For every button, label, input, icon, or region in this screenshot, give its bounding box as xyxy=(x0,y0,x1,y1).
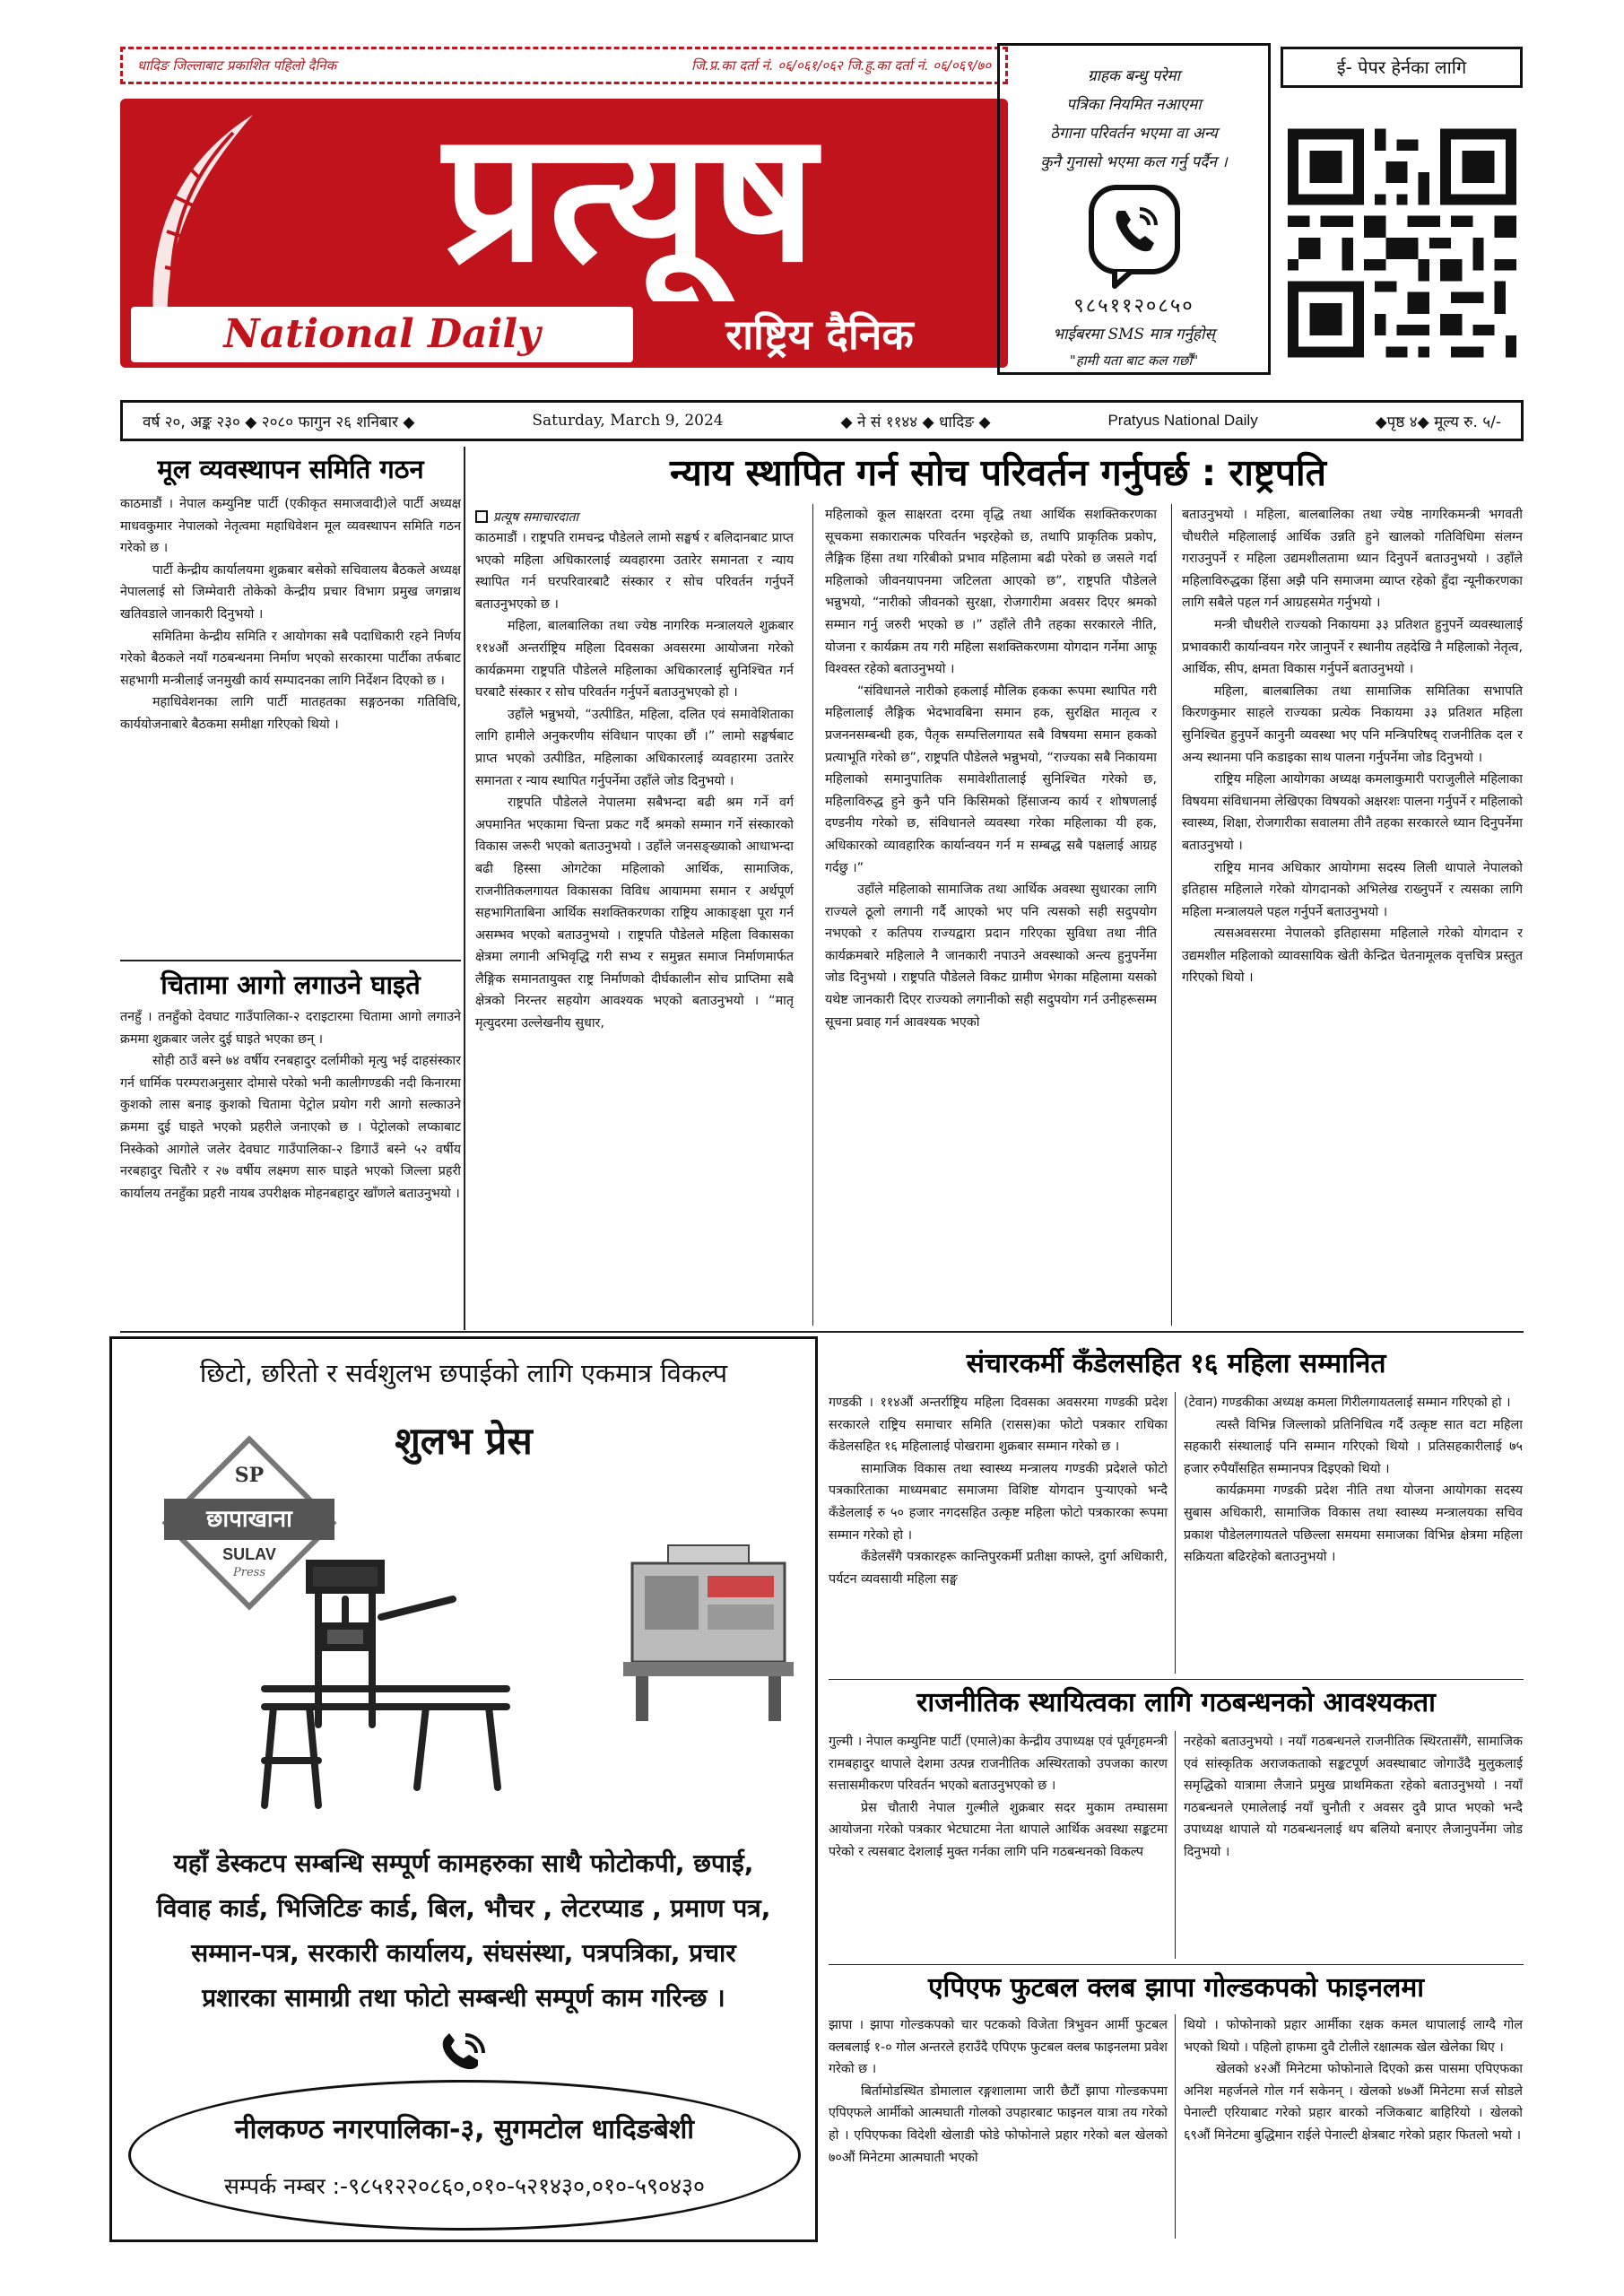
paragraph: कार्यक्रममा गण्डकी प्रदेश नीति तथा योजना आयोगका सदस्य सुबास अधिकारी, सामाजिक विकास तथा स्वास्थ्य मन्त्रालयका सचिव प्रकाश पौडेललगायतले पछिल्ला समयमा समाजका विभिन्न क्षेत्रमा महिला सक्रियता बढिरहेको बताउनुभयो । xyxy=(1184,1483,1523,1565)
paragraph: राष्ट्रिय मानव अधिकार आयोगमा सदस्य लिली थापाले नेपालको इतिहास महिलाले गरेको योगदानको अभिलेख राख्नुपर्ने र त्यसका लागि महिला मन्त्रालयले पहल गर्नुपर्ने बताउनुभयो । xyxy=(1182,860,1523,919)
paragraph: उहाँले महिलाको सामाजिक तथा आर्थिक अवस्था सुधारका लागि राज्यले ठूलो लगानी गर्दै आएको भए पनि त्यसको सही सदुपयोग नभएको र कतिपय राज्यद्वारा प्रदान गरिएका सुविधा तथा नीति कार्यक्रमबारे महिलाले नै जानकारी नपाउने अवस्थाको अन्त्य हुनुपर्नेमा जोड दिनुभयो । राष्ट्रपति पौडेलले विकट ग्रामीण भेगका महिलामा यसको यथेष्ट जानकारी दिएर राज्यको लगानीको सही सदुपयोग गर्न उनीहरूसम्म सूचना प्रवाह गर्न आवश्यक भएको xyxy=(825,883,1157,1030)
lead-column-1 xyxy=(475,527,794,1326)
viber-number: ९८५११२०८५० xyxy=(1073,295,1194,317)
article-football-col-2 xyxy=(1184,2014,1523,2239)
advert-address-oval xyxy=(128,2080,801,2231)
article-journalist-col-2 xyxy=(1184,1392,1523,1674)
notice-line: ठेगाना परिवर्तन भएमा वा अन्य xyxy=(1050,125,1218,143)
section-rule xyxy=(829,1679,1524,1680)
lead-headline[interactable]: न्याय स्थापित गर्न सोच परिवर्तन गर्नुपर्छ : राष्ट्रपति xyxy=(669,451,1327,494)
service-line: विवाह कार्ड, भिजिटिङ कार्ड, बिल, भौचर , लेटरप्याड , प्रमाण पत्र, xyxy=(156,1893,771,1923)
logo-nepali: राष्ट्रिय दैनिक xyxy=(725,310,914,359)
viber-note: भाईबरमा SMS मात्र गर्नुहोस् xyxy=(1053,326,1215,344)
paragraph: मन्त्री चौधरीले राज्यको निकायमा ३३ प्रतिशत हुनुपर्ने व्यवस्थालाई प्रभावकारी कार्यान्वयन गरेर जानुपर्ने र स्थानीय तहदेखि नै महिलाको नेतृत्व, आर्थिक, सीप, क्षमता विकास गर्नुपर्ने बताउनुभयो । xyxy=(1182,617,1523,677)
column-rule xyxy=(812,504,813,1326)
lead-column-2 xyxy=(825,504,1157,1326)
paragraph: पार्टी केन्द्रीय कार्यालयमा शुक्रबार बसेको सचिवालय बैठकले अध्यक्ष नेपाललाई सो जिम्मेवारी तोकेको केन्द्रीय प्रचार विभाग प्रमुख जगन्नाथ खतिवडाले जानकारी दिनुभयो । xyxy=(120,562,461,622)
paragraph: महाधिवेशनका लागि पार्टी मातहतका सङ्गठनका गतिविधि, कार्ययोजनाबारे बैठकमा समीक्षा गरिएको थियो । xyxy=(120,695,461,732)
date-bar xyxy=(120,400,1524,441)
paragraph: नरहेको बताउनुभयो । नयाँ गठबन्धनले राजनीतिक स्थिरतासँगै, सामाजिक एवं सांस्कृतिक अराजकताको सङ्कटपूर्ण अवस्थाबाट जोगाउँदै मुलुकलाई समृद्धिको यात्रामा लैजाने प्रमुख प्राथमिकता रहेको बताउनुभयो । नयाँ गठबन्धनले एमालेलाई नयाँ चुनौती र अवसर दुवै प्राप्त भएको भन्दै उपाध्यक्ष थापाले यो गठबन्धनलाई थप बलियो बनाएर लैजानुपर्नेमा जोड दिनुभयो । xyxy=(1184,1735,1523,1859)
lead-byline-row xyxy=(475,508,794,527)
section-rule xyxy=(829,1964,1524,1965)
lead-byline: प्रत्यूष समाचारदाता xyxy=(493,510,579,525)
article-football-col-1 xyxy=(829,2014,1168,2239)
paragraph: झापा । झापा गोल्डकपको चार पटकको विजेता त्रिभुवन आर्मी फुटबल क्लबलाई १-० गोल अन्तरले हराउँदै एपिएफ फुटबल क्लब फाइनलमा प्रवेश गरेको छ । xyxy=(829,2018,1168,2077)
qr-code-icon[interactable] xyxy=(1288,117,1516,370)
column-rule xyxy=(1175,1731,1176,1959)
headline-pyre-fire[interactable]: चितामा आगो लगाउने घाइते xyxy=(161,970,421,1000)
paragraph: समितिमा केन्द्रीय समिति र आयोगका सबै पदाधिकारी रहने निर्णय गरेको बैठकले नयाँ गठबन्धनमा निर्माण भएको सरकारमा पार्टीका तर्फबाट सहभागी मन्त्रीलाई जनमुखी कार्य सम्पादनका लागि निर्देशन दिएको छ । xyxy=(120,629,461,688)
headline-management-committee[interactable]: मूल व्यवस्थापन समिति गठन xyxy=(157,454,424,484)
paragraph: सामाजिक विकास तथा स्वास्थ्य मन्त्रालय गण्डकी प्रदेशले फोटो पत्रकारिताका माध्यमबाट समाजमा विशिष्ट योगदान पुऱ्याएको भन्दै कँडेललाई रु ५० हजार नगदसहित उत्कृष्ट महिला फोटो पत्रकारका रूपमा सम्मान गरेको हो । xyxy=(829,1461,1168,1543)
paragraph: थियो । फोफोनाको प्रहार आर्मीका रक्षक कमल थापालाई लाग्दै गोल भएको थियो । पहिलो हाफमा दुवै टोलीले रक्षात्मक खेल खेलेका थिए । xyxy=(1184,2018,1523,2055)
phone-icon xyxy=(437,2031,489,2073)
headline-football-final[interactable]: एपिएफ फुटबल क्लब झापा गोल्डकपको फाइनलमा xyxy=(927,1972,1425,2004)
paragraph: खेलको ४२औं मिनेटमा फोफोनाले दिएको क्रस पासमा एपिएफका अनिश महर्जनले गोल गर्न सकेनन् । खेलको ४७औं मिनेटमा सर्ज सोडले पेनाल्टी एरियाबाट गरेको प्रहार बारको नजिकबाट बाहिरियो । खेलको ६९औं मिनेटमा बुद्धिमान राईले पेनाल्टी क्षेत्रबाट गरेको प्रहार फितलो भयो । xyxy=(1184,2062,1523,2143)
paragraph: उहाँले भन्नुभयो, “उत्पीडित, महिला, दलित एवं समावेशिताका लागि हामीले अनुकरणीय संविधान पाएका छौं ।” लामो सङ्घर्षबाट प्राप्त भएको उत्पीडित, महिलाका अधिकारलाई व्यवहारमा उतारेर समानता र न्याय स्थापित गर्नुपर्नेमा उहाँले जोड दिनुभयो । xyxy=(475,707,794,788)
notice-line: पत्रिका नियमित नआएमा xyxy=(1066,96,1202,114)
lead-column-3 xyxy=(1182,504,1523,1326)
paragraph: गुल्मी । नेपाल कम्युनिष्ट पार्टी (एमाले)का केन्द्रीय उपाध्यक्ष एवं पूर्वगृहमन्त्री रामबहादुर थापाले देशमा उत्पन्न राजनीतिक अस्थिरताको उपजका कारण सत्तासमीकरण परिवर्तन भएको बताउनुभएको छ । xyxy=(829,1735,1168,1794)
paragraph: महिलाको कूल साक्षरता दरमा वृद्धि तथा आर्थिक सशक्तिकरणका सूचकमा सकारात्मक परिवर्तन भइरहेको छ, तथापि प्राकृतिक प्रकोप, लैङ्गिक हिंसा तथा गरिबीको प्रभाव महिलामा बढी परेको छ जसले गर्दा महिलाको जीवनयापनमा जटिलता आएको छ”, राष्ट्रपति पौडेलले भन्नुभयो, “नारीको जीवनको सुरक्षा, रोजगारीमा अवसर दिएर श्रमको सम्मान गर्नु जरुरी भएको छ ।” उहाँले तीनै तहका सरकारले नीति, योजना र कार्यक्रम तय गरी महिला सशक्तिकरणमा योगदान गर्नेमा आफू विश्वस्त रहेको बताउनुभयो । xyxy=(825,508,1157,677)
service-line: प्रशारका सामाग्री तथा फोटो सम्बन्धी सम्पूर्ण काम गरिन्छ । xyxy=(202,1983,725,2013)
epaper-label: ई- पेपर हेर्नका लागि xyxy=(1281,47,1523,88)
service-line: सम्मान-पत्र, सरकारी कार्यालय, संघसंस्था, पत्रपत्रिका, प्रचार xyxy=(191,1938,736,1968)
logo-sp: SP xyxy=(234,1464,265,1487)
paragraph: (टेवान) गण्डकीका अध्यक्ष कमला गिरीलगायतलाई सम्मान गरिएको हो । xyxy=(1184,1396,1511,1410)
article-management-committee xyxy=(120,493,461,956)
paragraph: काठमाडौं । राष्ट्रपति रामचन्द्र पौडेलले लामो सङ्घर्ष र बलिदानबाट प्राप्त भएको महिला अधिकारलाई व्यवहारमा उतारेर समानता र न्याय स्थापित गर्न घरपरिवारबाटै संस्कार र सोच परिवर्तन गर्नुपर्ने बताउनुभएको छ । xyxy=(475,531,794,612)
hand-press-icon xyxy=(247,1545,516,1814)
column-rule xyxy=(1171,504,1172,1326)
column-rule xyxy=(1175,2014,1176,2239)
article-journalist-col-1 xyxy=(829,1392,1168,1674)
notice-line: ग्राहक बन्धु परेमा xyxy=(1088,67,1180,85)
advert-shop-name: शुलभ प्रेस xyxy=(395,1419,533,1463)
logo-title: प्रत्यूष xyxy=(443,95,820,301)
advert-headline: छिटो, छरितो र सर्वशुलभ छपाईको लागि एकमात्र विकल्प xyxy=(199,1358,728,1388)
page-price: ◆पृष्ठ ४◆ मूल्य रु. ५/- xyxy=(1375,413,1501,431)
paragraph: त्यस्तै विभिन्न जिल्लाको प्रतिनिधित्व गर्दै उत्कृष्ट सात वटा महिला सहकारी संस्थालाई पनि सम्मान गरिएको थियो । प्रतिसहकारीलाई ७५ हजार रुपैयाँसहित सम्मानपत्र दिइएको थियो । xyxy=(1184,1417,1523,1476)
english-date: Saturday, March 9, 2024 xyxy=(532,412,724,430)
paragraph: बिर्तामोडस्थित डोमालाल रङ्गशालामा जारी छैटौं झापा गोल्डकपमा एपिएफले आर्मीको आत्मघाती गोलको उपहारबाट फाइनल यात्रा तय गरेको हो । एपिएफका विदेशी खेलाडी फोडे फोफोनाले प्रहार गरेको बल खेलको ७०औं मिनेटमा आत्मघाती भएको xyxy=(829,2083,1168,2165)
nepal-sambat: ◆ ने सं ११४४ ◆ धादिङ ◆ xyxy=(840,413,991,431)
article-politics-col-1 xyxy=(829,1731,1168,1959)
logo-press: Press xyxy=(233,1566,265,1579)
headline-political-stability[interactable]: राजनीतिक स्थायित्वका लागि गठबन्धनको आवश्यकता xyxy=(916,1687,1436,1718)
advert-address: नीलकण्ठ नगरपालिका-३, सुगमटोल धादिङबेशी xyxy=(234,2114,695,2145)
tagline-first-daily: धादिङ जिल्लाबाट प्रकाशित पहिलो दैनिक xyxy=(137,57,337,74)
logo-english: National Daily xyxy=(223,311,541,357)
section-rule xyxy=(120,1331,1524,1333)
notice-line: कुनै गुनासो भएमा कल गर्नु पर्दैन । xyxy=(1040,153,1228,171)
paragraph: प्रेस चौतारी नेपाल गुल्मीले शुक्रबार सदर मुकाम तम्घासमा आयोजना गरेको पत्रकार भेटघाटमा नेता थापाले आर्थिक अवस्था सङ्कटमा परेको र त्यसबाट देशलाई मुक्त गर्नका लागि पनि गठबन्धनको विकल्प xyxy=(829,1800,1168,1859)
paragraph: तनहुँ । तनहुँको देवघाट गाउँपालिका-२ दराइटारमा चितामा आगो लगाउने क्रममा शुक्रबार जलेर दुई घाइते भएका छन् । xyxy=(120,1010,461,1047)
paragraph: सोही ठाउँ बस्ने ७४ वर्षीय रनबहादुर दर्लामीको मृत्यु भई दाहसंस्कार गर्न धार्मिक परम्पराअनुसार दोमासे परेको भनी कालीगण्डकी नदी किनारमा कुशको लास बनाइ कुशको चितामा पेट्रोल प्रयोग गरी आगो सल्काउने क्रममा दुई घाइते भएको प्रहरीले जनाएको छ । पेट्रोलको लप्काबाट निस्केको आगोले जलेर देवघाट गाउँपालिका-२ डिगाउँ बस्ने ५२ वर्षीय नरबहादुर चितौरे र २७ वर्षीय लक्ष्मण सारु घाइते भएको जिल्ला प्रहरी कार्यालय तनहुँका प्रहरी नायब उपरीक्षक मोहनबहादुर खाँणले बताउनुभयो । xyxy=(120,1054,461,1201)
article-pyre-fire xyxy=(120,1006,461,1326)
subscriber-notice-box xyxy=(997,43,1271,375)
paragraph: काठमाडौं । नेपाल कम्युनिष्ट पार्टी (एकीकृत समाजवादी)ले पार्टी अध्यक्ष माधवकुमार नेपालको नेतृत्वमा महाधिवेशन मूल व्यवस्थापन समिति गठन गरेको छ । xyxy=(120,497,461,556)
advert-services xyxy=(112,1841,815,2021)
viber-phone-icon xyxy=(1088,184,1181,290)
article-politics-col-2 xyxy=(1184,1731,1523,1959)
tagline-registration: जि.प्र.का दर्ता नं. ०६/०६१/०६२ जि.हु.का दर्ता नं. ०६/०६९/७० xyxy=(691,57,991,74)
paragraph: राष्ट्रपति पौडेलले नेपालमा सबैभन्दा बढी श्रम गर्ने वर्ग अपमानित भएकामा चिन्ता प्रकट गर्दै श्रमको सम्मान गर्ने संस्कारको विकास जरूरी भएको बताउनुभयो । उहाँले जनसङ्ख्याको आधाभन्दा बढी हिस्सा ओगटेका महिलाको आर्थिक, सामाजिक, राजनीतिकलगायत विकासका विविध आयाममा समान र अर्थपूर्ण सहभागिताबिना आर्थिक सशक्तिकरणका राष्ट्रिय आकाङ्क्षा पूरा गर्न असम्भव भएको बताउनुभयो । राष्ट्रपति पौडेलले महिला विकासका क्षेत्रमा लगानी अभिवृद्धि गरी सभ्य र समुन्नत समाज निर्माणमार्फत लैङ्गिक समानतायुक्त राष्ट्र निर्माणको दीर्घकालीन सोच प्राप्तिमा सबै क्षेत्रको निरन्तर सहयोग आवश्यक भएको बताउनुभयो । “मातृ मृत्युदरमा उल्लेखनीय सुधार, xyxy=(475,796,794,1031)
paragraph: महिला, बालबालिका तथा सामाजिक समितिका सभापति किरणकुमार साहले राज्यका प्रत्येक निकायमा ३३ प्रतिशत महिला सुनिश्चित हुनुपर्ने कानुनी व्यवस्था भए पनि मन्त्रिपरिषद् राजनीतिक दल र अन्य स्थानमा पनि कडाइका साथ पालना गर्नुपर्नेमा जोड दिनुभयो । xyxy=(1182,683,1523,765)
byline-box-icon xyxy=(475,510,488,523)
advert-contact[interactable]: सम्पर्क नम्बर :-९८५१२२०८६०,०१०-५२१४३०,०१०-५९०४३० xyxy=(223,2173,706,2199)
offset-press-icon xyxy=(614,1536,803,1734)
paper-name: Pratyus National Daily xyxy=(1107,412,1258,429)
paragraph: बताउनुभयो । महिला, बालबालिका तथा ज्येष्ठ नागरिकमन्त्री भगवती चौधरीले महिलालाई आर्थिक उन्नति हुने खालको गतिविधिमा संलग्न गराउनुपर्ने र महिला उद्यमशीलतामा ध्यान दिनुपर्ने बताउनुभयो । उहाँले महिलाविरुद्धका हिंसा अझै पनि समाजमा व्याप्त रहेको हुँदा न्यूनीकरणका लागि सबैले पहल गर्न आग्रहसमेत गर्नुभयो । xyxy=(1182,508,1523,611)
paragraph: गण्डकी । ११४औं अन्तर्राष्ट्रिय महिला दिवसका अवसरमा गण्डकी प्रदेश सरकारले राष्ट्रिय समाचार समिति (रासस)का फोटो पत्रकार राधिका कँडेलसहित १६ महिलालाई पोखरामा शुक्रबार सम्मान गरेको छ । xyxy=(829,1396,1168,1455)
service-line: यहाँ डेस्कटप सम्बन्धि सम्पूर्ण कामहरुका साथै फोटोकपी, छपाई, xyxy=(173,1848,754,1878)
paragraph: त्यसअवसरमा नेपालको इतिहासमा महिलाले गरेको योगदान र उद्यमशील महिलाको व्यावसायिक खेती केन्द्रित चेतनामूलक वृत्तचित्र प्रस्तुत गरिएको थियो । xyxy=(1182,926,1523,986)
paragraph: कँडेलसँगै पत्रकारहरू कान्तिपुरकर्मी प्रतीक्षा काफ्ले, दुर्गा अधिकारी, पर्यटन व्यवसायी महिला सङ्घ xyxy=(829,1550,1168,1587)
masthead-tagline-bar xyxy=(120,47,1008,84)
column-rule xyxy=(464,447,465,1330)
column-rule xyxy=(1175,1392,1176,1674)
section-rule xyxy=(120,960,461,961)
paragraph: राष्ट्रिय महिला आयोगका अध्यक्ष कमलाकुमारी पराजुलीले महिलाका विषयमा संविधानमा लेखिएका विषयको अक्षरशः पालना गर्नुपर्ने र महिलाको स्वास्थ्य, शिक्षा, रोजगारीका सवालमा तीनै तहका सरकारले ध्यान दिनुपर्नेमा बताउनुभयो । xyxy=(1182,772,1523,853)
logo-chhapakhana: छापाखाना xyxy=(164,1499,334,1540)
logo-sulav: SULAV xyxy=(222,1545,276,1563)
advert-sulav-press[interactable] xyxy=(109,1336,818,2242)
viber-slogan: "हामी यता बाट कल गर्छौं" xyxy=(1069,352,1199,369)
headline-journalist-honoured[interactable]: संचारकर्मी कँडेलसहित १६ महिला सम्मानित xyxy=(966,1348,1386,1379)
paragraph: “संविधानले नारीको हकलाई मौलिक हकका रूपमा स्थापित गरी महिलालाई लैङ्गिक भेदभावबिना समान हक, सुरक्षित मातृत्व र प्रजननसम्बन्धी हक, पैतृक सम्पत्तिलगायत सबै विषयमा समान हकको प्रत्याभूति गरेको छ”, राष्ट्रपति पौडेलले भन्नुभयो, “राज्यका सबै निकायमा महिलाको समानुपातिक समावेशीतालाई सुनिश्चित गरेको छ, महिलाविरुद्ध हुने कुनै पनि किसिमको हिंसाजन्य कार्य र शोषणलाई दण्डनीय गरेको छ, संविधानले व्यवस्था गरेका महिलाका यी हक, अधिकारको व्यावहारिक कार्यान्वयन गर्न म सम्बद्ध सबै पक्षलाई आग्रह गर्दछु ।” xyxy=(825,683,1157,875)
paragraph: महिला, बालबालिका तथा ज्येष्ठ नागरिक मन्त्रालयले शुक्रबार ११४औं अन्तर्राष्ट्रिय महिला दिवसका अवसरमा आयोजना गरेको कार्यक्रममा राष्ट्रपति पौडेलले महिलाका अधिकारलाई सुनिश्चित गर्न घरबाटै संस्कार र सोच परिवर्तन गर्नुपर्ने बताउनुभएको हो । xyxy=(475,619,794,700)
masthead-logo xyxy=(120,95,1008,368)
volume-issue-date: वर्ष २०, अङ्क २३० ◆ २०८० फागुन २६ शनिबार ◆ xyxy=(143,413,415,431)
